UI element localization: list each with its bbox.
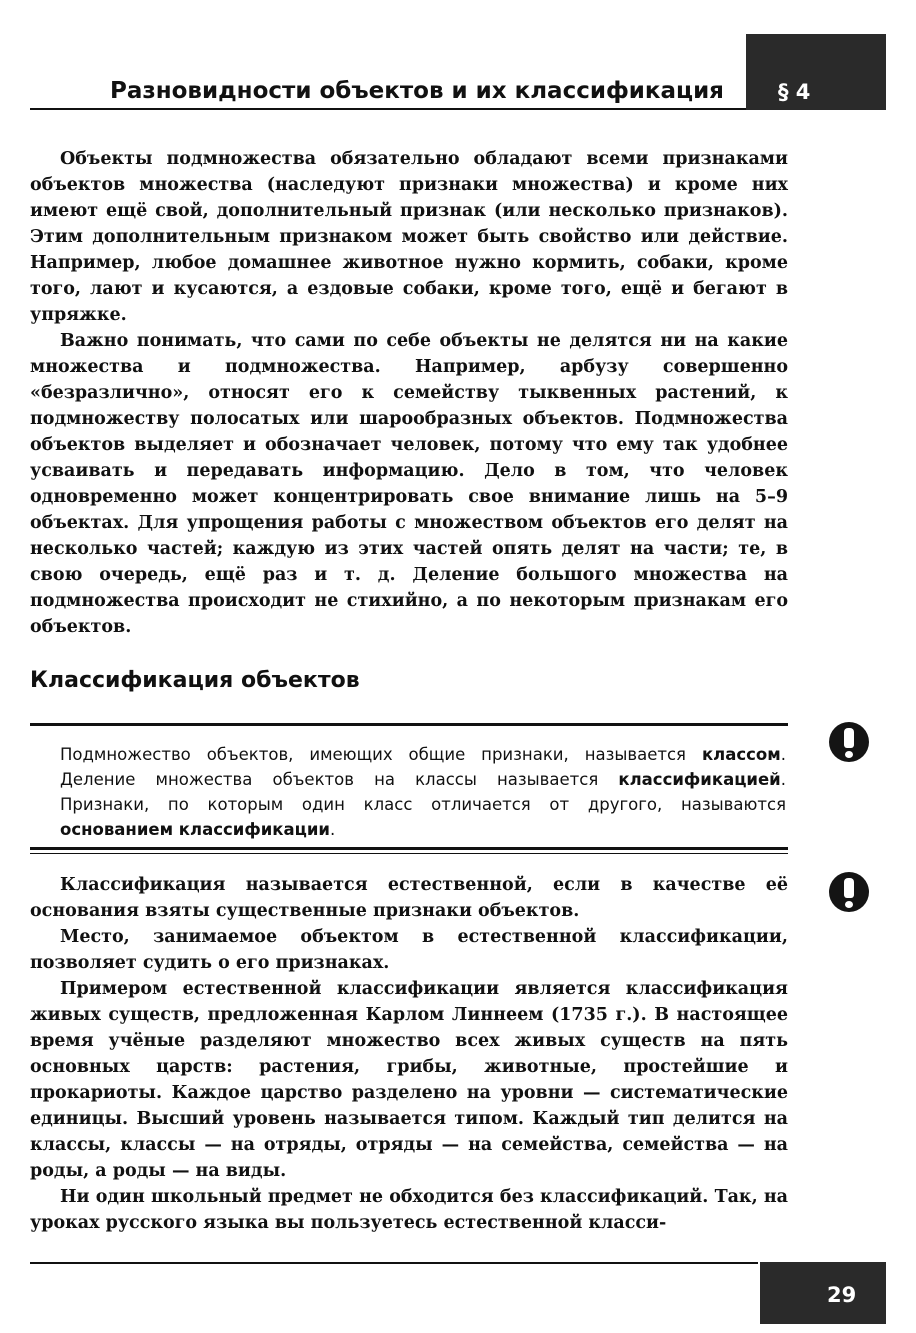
- term-natural: естественной: [387, 875, 527, 895]
- paragraph-5: [30, 1184, 788, 1236]
- header-rule: [30, 108, 746, 110]
- exclamation-icon: [829, 722, 869, 762]
- section-tab: [746, 34, 886, 110]
- natural-text-2: , если в качестве её основания взяты: [30, 875, 788, 921]
- exclamation-icon: [829, 872, 869, 912]
- footer-rule: [30, 1262, 758, 1264]
- paragraph-1: [30, 146, 788, 328]
- definition-box: [60, 742, 786, 842]
- definition-bottom-rule: [30, 847, 788, 850]
- paragraph-3-text: Место, занимаемое объектом в естественной классификации, позволяет судить о его признаках.: [30, 927, 788, 973]
- paragraph-3: [30, 924, 788, 976]
- paragraph-1-text: Объекты подмножества обязательно обладают всеми признаками объектов множества (наследуют признаки множества) и кроме них имеют ещё свой, дополнительный признак (или несколько признаков). Этим дополнительным признаком может быть свойство или действие. Например, любое домашнее животное нужно кормить, собаки, кроме того, лают и кусаются, а ездовые собаки, кроме того, ещё и бегают в упряжке.: [30, 149, 788, 325]
- definition-top-rule: [30, 723, 788, 726]
- term-classification: классификацией: [618, 770, 781, 789]
- subheading: Классификация объектов: [30, 668, 360, 693]
- paragraph-5-text: Ни один школьный предмет не обходится без классификаций. Так, на уроках русского языка вы пользуетесь естественной класси-: [30, 1187, 788, 1233]
- def-text-2: . Деление множества объектов на классы называется: [60, 745, 786, 789]
- term-essential-features: существенные признаки: [215, 901, 472, 921]
- paragraph-2-text: Важно понимать, что сами по себе объекты не делятся ни на какие множества и подмножества. Например, арбузу совершенно «безразлично», относят его к семейству тыквенных растений, к подмножеству полосатых или шарообразных объектов. Подмножества объектов выделяет и обозначает человек, потому что ему так удобнее усваивать и передавать информацию. Дело в том, что человек одновременно может концентрировать свое внимание лишь на 5–9 объектах. Для упрощения работы с множеством объектов его делят на несколько частей; каждую из этих частей опять делят на части; те, в свою очередь, ещё раз и т. д. Деление большого множества на подмножества происходит не стихийно, а по некоторым признакам его объектов.: [30, 331, 788, 637]
- paragraph-natural: [30, 872, 788, 924]
- def-text-4: .: [329, 820, 336, 839]
- paragraph-4-text: Примером естественной классификации является классификация живых существ, предложенная Карлом Линнеем (1735 г.). В настоящее время учёные разделяют множество всех живых существ на пять основных царств: растения, грибы, животные, простейшие и прокариоты. Каждое царство разделено на уровни — систематические единицы. Высший уровень называется типом. Каждый тип делится на классы, классы — на отряды, отряды — на семейства, семейства — на роды, а роды — на виды.: [30, 979, 788, 1181]
- page-number: 29: [827, 1283, 857, 1307]
- paragraph-2: [30, 328, 788, 640]
- running-title: Разновидности объектов и их классификация: [110, 78, 724, 104]
- term-basis: основанием классификации: [60, 820, 330, 839]
- natural-text-3: объектов.: [471, 901, 580, 921]
- def-text-3: . Признаки, по которым один класс отличается от другого, называются: [60, 770, 786, 814]
- natural-text-1: Классификация называется: [60, 875, 388, 895]
- paragraph-4: [30, 976, 788, 1184]
- term-class: классом: [701, 745, 781, 764]
- section-number: § 4: [778, 80, 811, 104]
- definition-bottom-rule-thin: [30, 853, 788, 854]
- page-number-tab: [760, 1262, 886, 1324]
- def-text-1: Подмножество объектов, имеющих общие признаки, называется: [60, 745, 702, 764]
